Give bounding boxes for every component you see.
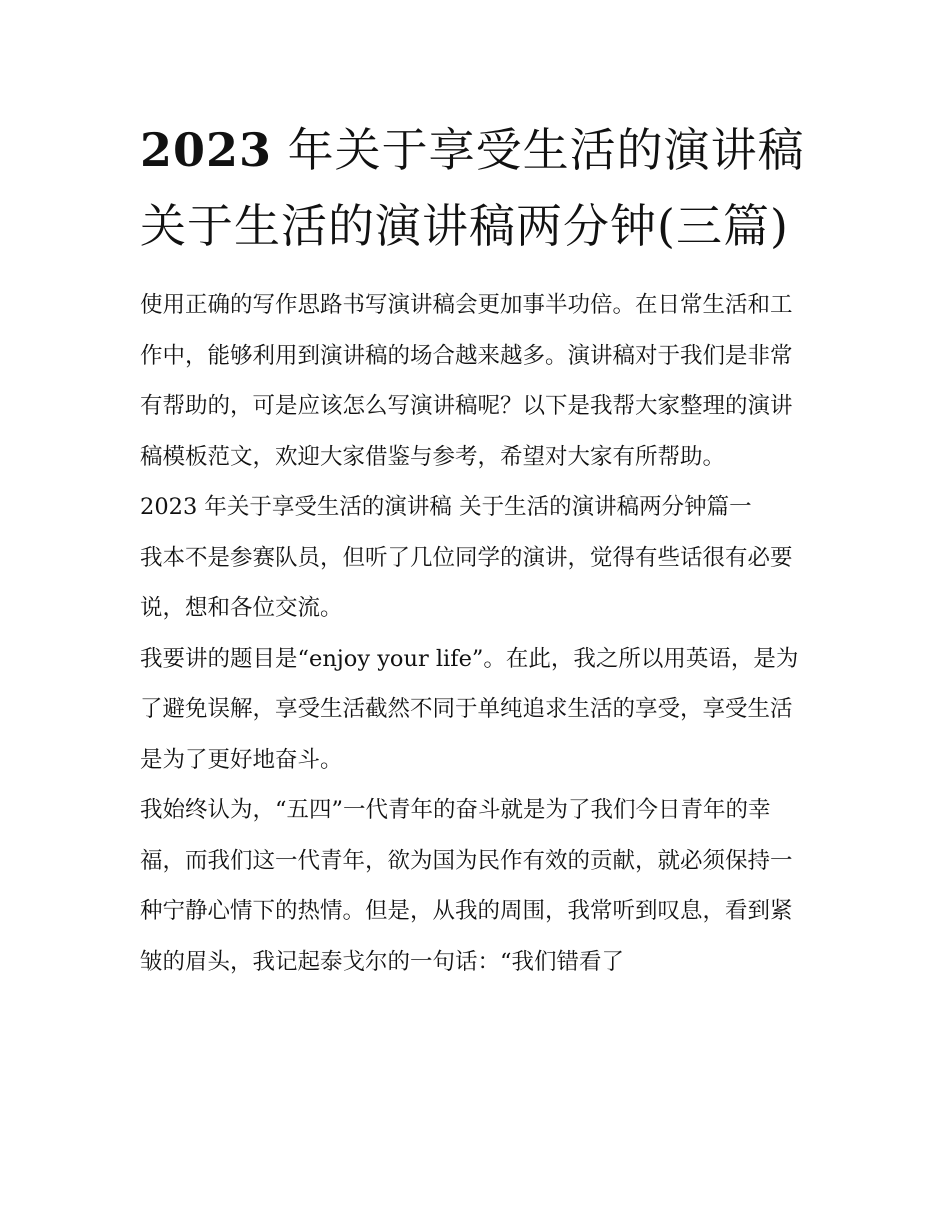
body-paragraph: 我要讲的题目是“enjoy your life”。在此，我之所以用英语，是为了避免误解，享受生活截然不同于单纯追求生活的享受，享受生活是为了更好地奋斗。 — [140, 645, 799, 773]
section-heading: 2023 年关于享受生活的演讲稿 关于生活的演讲稿两分钟篇一 — [140, 494, 752, 520]
document-body — [140, 112, 812, 987]
document-title — [140, 112, 812, 264]
title-year: 2023 — [140, 123, 273, 177]
intro-paragraph: 使用正确的写作思路书写演讲稿会更加事半功倍。在日常生活和工作中，能够利用到演讲稿的场合越来越多。演讲稿对于我们是非常有帮助的，可是应该怎么写演讲稿呢？以下是我帮大家整理的演讲稿模板范文，欢迎大家借鉴与参考，希望对大家有所帮助。 — [140, 292, 793, 470]
body-paragraph: 我本不是参赛队员，但听了几位同学的演讲，觉得有些话很有必要说，想和各位交流。 — [140, 544, 793, 621]
title-text: 年关于享受生活的演讲稿关于生活的演讲稿两分钟(三篇) — [140, 123, 805, 253]
body-paragraph: 我始终认为，“五四”一代青年的奋斗就是为了我们今日青年的幸福，而我们这一代青年，欲为国为民作有效的贡献，就必须保持一种宁静心情下的热情。但是，从我的周围，我常听到叹息，看到紧皱的眉头，我记起泰戈尔的一句话：“我们错看了 — [140, 797, 793, 975]
